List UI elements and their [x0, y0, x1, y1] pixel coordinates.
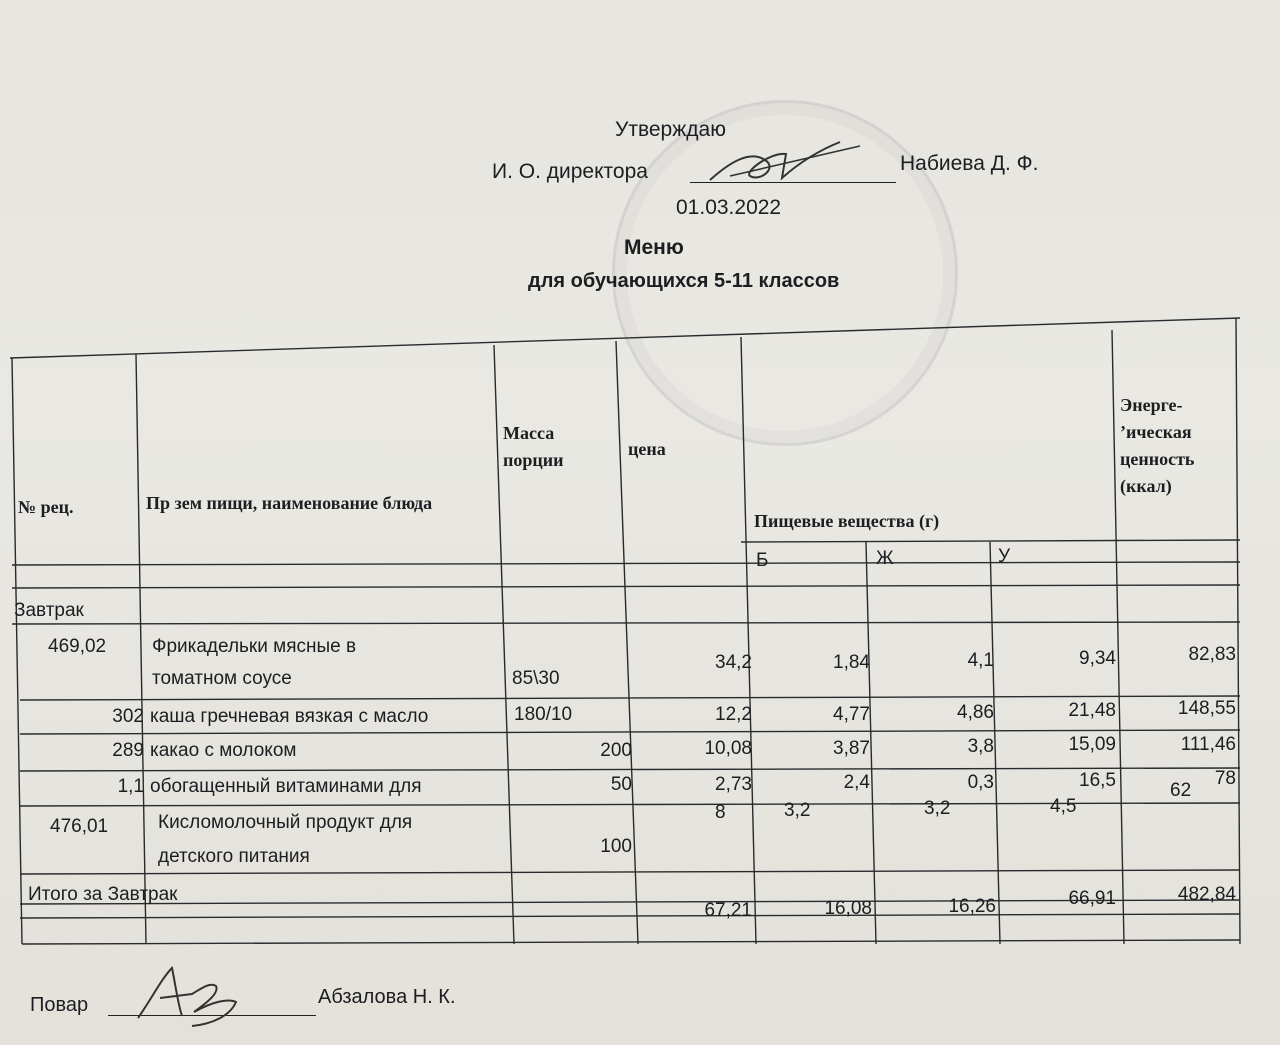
cell-mass: 85\30	[512, 668, 560, 689]
cell-dish: Кисломолочный продукт для	[158, 812, 413, 833]
director-name: Набиева Д. Ф.	[900, 152, 1039, 175]
cell-protein: 3,87	[833, 738, 870, 759]
total-kcal: 482,84	[1177, 884, 1236, 905]
approval-heading: Утверждаю	[615, 118, 726, 141]
header-dish: Пр зем пищи, наименование блюда	[146, 493, 433, 513]
cell-price: 8	[715, 802, 726, 823]
header-rec-no: № рец.	[18, 497, 74, 517]
cell-carbs: 16,5	[1079, 770, 1116, 791]
header-nutrients: Пищевые вещества (г)	[754, 511, 940, 531]
cell-fat: 3,2	[924, 798, 951, 819]
approval-date: 01.03.2022	[676, 196, 782, 219]
header-mass: Масса порции	[503, 423, 564, 470]
cell-carbs: 21,48	[1068, 700, 1116, 721]
cell-fat: 4,86	[957, 702, 994, 723]
subheader-carbs: У	[998, 546, 1011, 567]
cell-rec: 289	[112, 740, 144, 761]
cell-dish: Фрикадельки мясные в	[152, 636, 357, 657]
cell-mass: 50	[610, 774, 632, 795]
subheader-fat: Ж	[876, 548, 894, 569]
cell-dish-line2: детского питания	[158, 846, 310, 867]
director-label: И. О. директора	[492, 160, 648, 183]
cook-name: Абзалова Н. К.	[318, 986, 456, 1008]
section-breakfast: Завтрак	[14, 600, 84, 621]
cell-kcal: 78	[1214, 768, 1236, 789]
total-fat: 16,26	[948, 896, 996, 917]
cell-protein: 4,77	[833, 704, 870, 725]
cell-mass: 200	[600, 740, 632, 761]
cell-price: 10,08	[704, 738, 752, 759]
cell-fat: 0,3	[967, 772, 994, 793]
cell-rec: 1,1	[117, 776, 144, 797]
cell-carbs: 15,09	[1068, 734, 1116, 755]
cell-dish: каша гречневая вязкая с масло	[150, 706, 429, 727]
total-protein: 16,08	[824, 898, 872, 919]
cell-fat: 4,1	[967, 650, 994, 671]
cell-dish: обогащенный витаминами для	[150, 776, 422, 797]
menu-title: Меню	[624, 236, 684, 259]
cell-mass: 180/10	[514, 704, 573, 725]
cell-dish-line2: томатном соусе	[152, 668, 292, 689]
header-price: цена	[628, 439, 666, 459]
cell-mass: 100	[600, 836, 632, 857]
cell-rec: 302	[112, 706, 144, 727]
cell-rec: 469,02	[48, 636, 107, 657]
cook-label: Повар	[30, 994, 89, 1016]
header-energy: Энерге- ’ическая ценность (ккал)	[1120, 395, 1195, 496]
cell-protein: 1,84	[833, 652, 870, 673]
cell-carbs: 4,5	[1050, 796, 1077, 817]
cell-price: 34,2	[715, 652, 752, 673]
cell-kcal: 111,46	[1180, 734, 1236, 755]
cell-carbs: 9,34	[1079, 648, 1116, 669]
menu-subtitle: для обучающихся 5-11 классов	[528, 270, 840, 292]
cell-fat: 3,8	[967, 736, 994, 757]
cell-price: 2,73	[715, 774, 752, 795]
cell-kcal: 148,55	[1177, 698, 1236, 719]
cell-dish: какао с молоком	[150, 740, 297, 761]
cell-kcal: 62	[1170, 780, 1192, 801]
cell-price: 12,2	[715, 704, 752, 725]
cook-signature	[132, 958, 252, 1030]
cell-kcal: 82,83	[1188, 644, 1236, 665]
cell-rec: 476,01	[50, 816, 109, 837]
totals-label: Итого за Завтрак	[28, 884, 178, 905]
subheader-protein: Б	[756, 550, 769, 571]
cell-protein: 2,4	[843, 772, 870, 793]
total-carbs: 66,91	[1068, 888, 1116, 909]
total-price: 67,21	[704, 900, 752, 921]
cell-protein: 3,2	[784, 800, 811, 821]
